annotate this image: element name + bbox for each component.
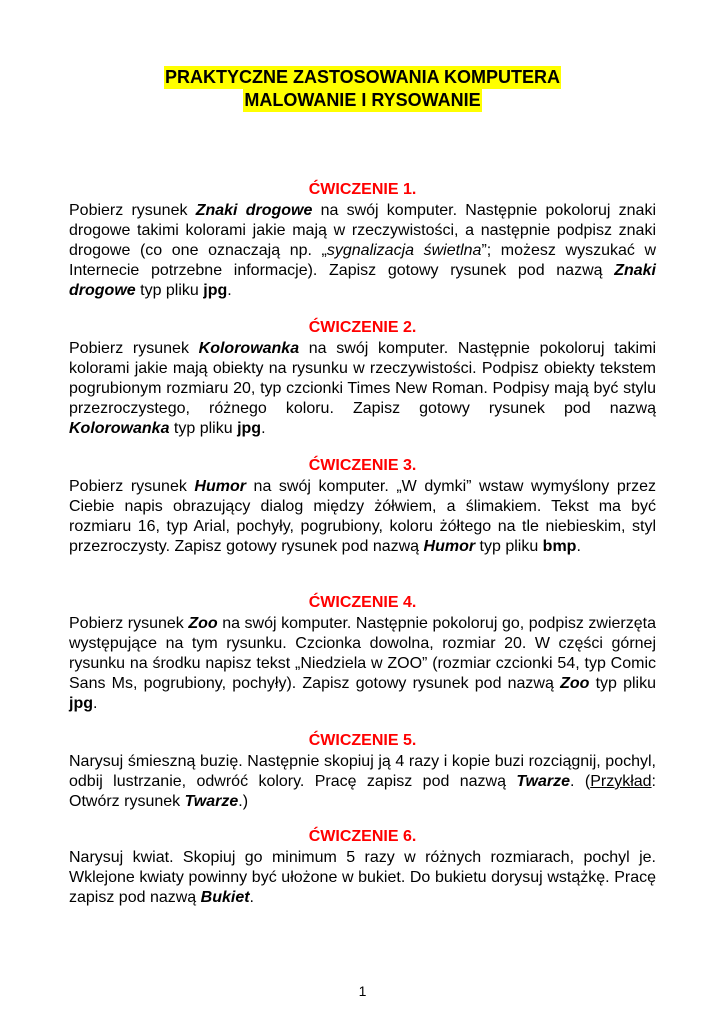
exercise-4 — [69, 593, 656, 714]
exercise-text: Narysuj kwiat. Skopiuj go minimum 5 razy w różnych rozmiarach, pochyl je. Wklejone kwiaty powinny być ułożone w bukiet. Do bukietu dorysuj wstążkę. Pracę zapisz pod nazwą Bukiet. — [69, 849, 656, 906]
exercise-6 — [69, 827, 656, 908]
exercise-heading: ĆWICZENIE 2. — [308, 319, 417, 336]
exercise-text: Narysuj śmieszną buzię. Następnie skopiuj ją 4 razy i kopie buzi rozciągnij, pochyl, odbij lustrzanie, odwróć kolory. Pracę zapisz pod nazwą Twarze. (Przykład: Otwórz rysunek Twarze.) — [69, 753, 656, 810]
document-title — [0, 66, 725, 112]
exercise-heading: ĆWICZENIE 3. — [308, 457, 417, 474]
exercise-text: Pobierz rysunek Humor na swój komputer. „W dymki” wstaw wymyślony przez Ciebie napis obrazujący dialog między żółwiem, a ślimakiem. Tekst ma być rozmiaru 16, typ Arial, pochyły, pogrubiony, koloru żółtego na tle niebieskim, styl przezroczysty. Zapisz gotowy rysunek pod nazwą Humor typ pliku bmp. — [69, 478, 656, 555]
exercise-heading: ĆWICZENIE 1. — [308, 181, 417, 198]
exercise-heading: ĆWICZENIE 6. — [308, 828, 417, 845]
exercise-heading: ĆWICZENIE 4. — [308, 594, 417, 611]
exercise-text: Pobierz rysunek Zoo na swój komputer. Następnie pokoloruj go, podpisz zwierzęta występujące na tym rysunku. Czcionka dowolna, rozmiar 20. W części górnej rysunku na środku napisz tekst „Niedziela w ZOO” (rozmiar czcionki 54, typ Comic Sans Ms, pogrubiony, pochyły). Zapisz gotowy rysunek pod nazwą Zoo typ pliku jpg. — [69, 615, 657, 712]
exercise-heading: ĆWICZENIE 5. — [308, 732, 417, 749]
exercise-text: Pobierz rysunek Kolorowanka na swój komputer. Następnie pokoloruj takimi kolorami jakie mają obiekty na rysunku w rzeczywistości. Podpisz obiekty tekstem pogrubionym rozmiaru 20, typ czcionki Times New Roman. Podpisy mają być stylu przezroczystego, różnego koloru. Zapisz gotowy rysunek pod nazwą Kolorowanka typ pliku jpg. — [69, 340, 656, 437]
page-number: 1 — [358, 983, 367, 999]
exercise-3 — [69, 456, 656, 557]
title-line-2: MALOWANIE I RYSOWANIE — [244, 90, 481, 110]
title-line-1: PRAKTYCZNE ZASTOSOWANIA KOMPUTERA — [164, 67, 560, 87]
exercise-2 — [69, 318, 656, 439]
exercise-5 — [69, 731, 656, 812]
exercise-text: Pobierz rysunek Znaki drogowe na swój komputer. Następnie pokoloruj znaki drogowe takimi kolorami jakie mają w rzeczywistości, a następnie podpisz znaki drogowe (co one oznaczają np. „sygnalizacja świetlna”; możesz wyszukać w Internecie potrzebne informacje). Zapisz gotowy rysunek pod nazwą Znaki drogowe typ pliku jpg. — [69, 202, 657, 299]
exercise-1 — [69, 180, 656, 301]
